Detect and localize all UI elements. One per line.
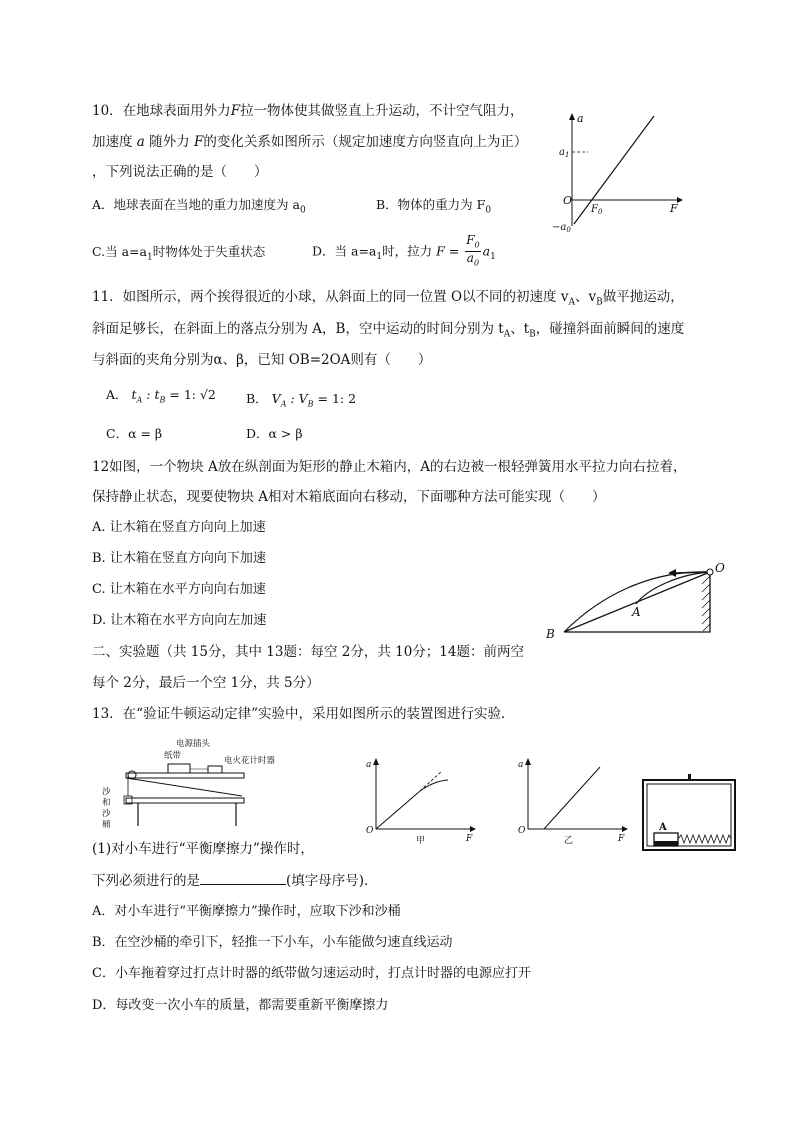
label-plug: 电源插头 — [176, 739, 211, 749]
q11-line3: 与斜面的夹角分别为α、β，已知 OB=2OA则有（ ） — [92, 352, 432, 368]
q11-option-d: D．α > β — [246, 426, 303, 441]
graph-jia — [362, 755, 482, 847]
section2-line1: 二、实验题（共 15分，其中 13题：每空 2分，共 10分；14题：前两空 — [92, 644, 524, 660]
q11-option-c: C．α = β — [106, 426, 163, 441]
q10-a1-label: $a_1$ — [559, 147, 570, 159]
graph-jia-name: 甲 — [416, 836, 426, 846]
label-O: O — [715, 561, 725, 575]
q10-y-label: a — [577, 112, 584, 125]
box-inner — [647, 784, 731, 846]
spring — [678, 835, 731, 843]
q12-option-a: A. 让木箱在竖直方向向上加速 — [92, 520, 266, 535]
jia-curve — [376, 780, 448, 829]
svg-text:F: F — [618, 834, 625, 844]
svg-text:O: O — [366, 826, 374, 836]
q10-option-c: C.当 $a=a_1$时物体处于失重状态 — [92, 244, 266, 263]
q10-fraction: $\frac{F_0}{a_0}$ — [466, 233, 480, 268]
q10-graph-line — [574, 116, 654, 224]
block-A-label: A — [659, 822, 667, 833]
label-timer: 电火花计时器 — [224, 756, 276, 766]
graph-yi — [514, 755, 634, 847]
q12-line1: 12如图，一个物块 A放在纵剖面为矩形的静止木箱内，A的右边被一根轻弹簧用水平拉力向右拉着， — [92, 459, 687, 475]
q13-option-c: C．小车拖着穿过打点计时器的纸带做匀速运动时，打点计时器的电源应打开 — [92, 966, 531, 981]
svg-text:a: a — [366, 760, 372, 770]
q12-option-c: C. 让木箱在水平方向向右加速 — [92, 582, 266, 597]
q13-option-d: D．每改变一次小车的质量，都需要重新平衡摩擦力 — [92, 998, 389, 1013]
table-top — [126, 798, 244, 803]
q12-line2: 保持静止状态，现要使物块 A相对木箱底面向右移动，下面哪种方法可能实现（ ） — [92, 489, 606, 505]
box-hook — [688, 774, 691, 781]
q10-x-arrow — [677, 197, 683, 203]
spark-timer — [208, 766, 222, 773]
svg-text:a: a — [518, 760, 524, 770]
q10-line3: ，下列说法正确的是（ ） — [92, 164, 268, 180]
label-A: A — [632, 605, 641, 619]
q11-line1: 11．如图所示，两个挨得很近的小球，从斜面上的同一位置 O以不同的初速度 $v_A$、$v_B$做平抛运动， — [92, 289, 684, 308]
q11-incline-figure — [540, 560, 730, 640]
label-and: 和 — [102, 798, 111, 808]
q10-option-d: D．当 $a=a_1$时，拉力 F = $\frac{F_0}{a_0}$ $a_1$ — [312, 233, 496, 268]
label-sand: 沙 — [102, 787, 111, 797]
q11-option-b: B． $V_A$ : $V_B = 1$: 2 — [246, 391, 357, 409]
q13-sub1b: 下列必须进行的是 (填字母序号)． — [92, 870, 378, 891]
q10-x-label: F — [670, 202, 678, 215]
q10-line2: 加速度 a 随外力 F的变化关系如图所示（规定加速度方向竖直向上为正） — [92, 134, 528, 150]
q10-y-arrow — [569, 113, 575, 120]
q13-option-b: B．在空沙桶的牵引下，轻推一下小车，小车能做匀速直线运动 — [92, 935, 453, 950]
q10-a-F-graph — [552, 108, 692, 238]
label-sand2: 沙 — [102, 809, 111, 819]
svg-text:O: O — [518, 826, 526, 836]
svg-text:F: F — [466, 834, 473, 844]
q10-option-b: B．物体的重力为 $F_0$ — [376, 197, 492, 216]
q10-F0-label: $F_0$ — [591, 204, 603, 216]
q13-option-a: A．对小车进行“平衡摩擦力”操作时，应取下沙和沙桶 — [92, 904, 401, 919]
q10-neg-a0-label: $-a_0$ — [552, 222, 571, 234]
velocity-arrowhead — [668, 569, 676, 577]
q10-formula-lhs: F = — [436, 243, 460, 259]
label-tape: 纸带 — [164, 751, 182, 761]
q12-box-figure — [640, 774, 740, 852]
label-B: B — [546, 627, 555, 640]
answer-blank[interactable] — [200, 870, 286, 885]
section2-line2: 每个 2分，最后一个空 1分，共 5分） — [92, 675, 320, 691]
q12-option-b: B. 让木箱在竖直方向向下加速 — [92, 551, 266, 566]
q13-apparatus — [96, 738, 306, 828]
q11-option-a: A． $t_A$ : $t_B = 1$: √2 — [106, 387, 216, 405]
label-bucket: 桶 — [102, 820, 111, 828]
jia-dashed — [420, 771, 442, 791]
q11-line2: 斜面足够长，在斜面上的落点分别为 A，B，空中运动的时间分别为 $t_A$、$t_B$，碰撞斜面前瞬间的速度 — [92, 321, 685, 340]
graph-yi-name: 乙 — [564, 836, 574, 846]
q12-option-d: D. 让木箱在水平方向向左加速 — [92, 613, 267, 628]
q13-sub1a: (1)对小车进行“平衡摩擦力”操作时， — [92, 841, 314, 857]
yi-line — [544, 767, 600, 829]
q10-origin: O — [563, 194, 573, 207]
velocity-arrow — [676, 572, 708, 573]
point-O — [707, 569, 713, 575]
q10-option-a: A．地球表面在当地的重力加速度为 $a_0$ — [92, 197, 306, 216]
incline-hatching — [702, 576, 710, 631]
cart — [168, 764, 190, 773]
q13-stem: 13．在“验证牛顿运动定律”实验中，采用如图所示的装置图进行实验． — [92, 706, 515, 722]
q10-line1: 10．在地球表面用外力F拉一物体使其做竖直上升运动，不计空气阻力， — [92, 103, 524, 119]
